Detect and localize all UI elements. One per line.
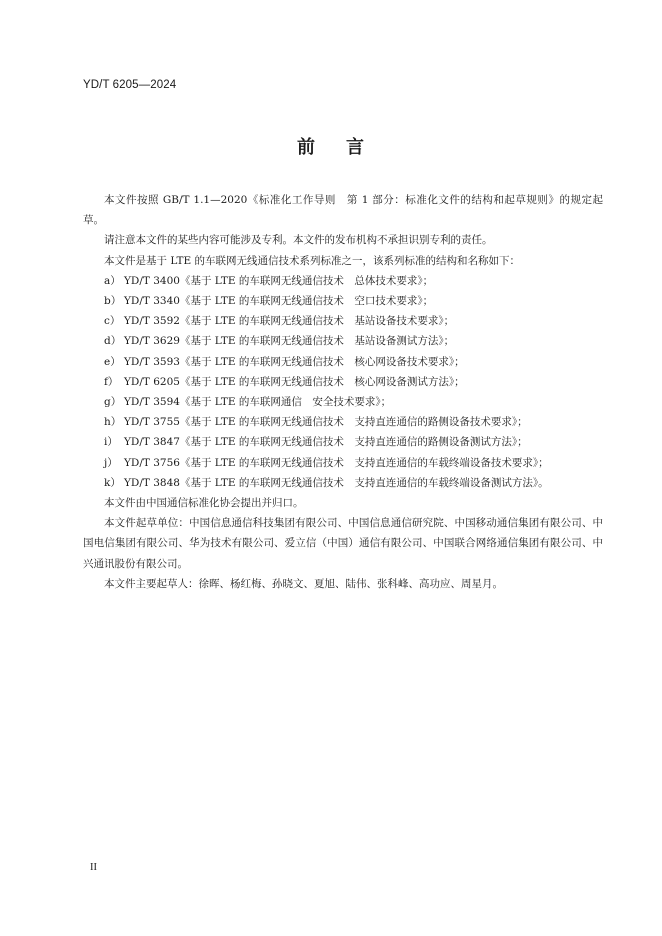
list-item [83,271,603,291]
list-item [83,331,603,351]
list-item-index: f） [104,375,119,388]
document-code: YD/T 6205—2024 [83,79,177,91]
list-item [83,291,603,311]
list-item-index: c） [104,315,121,328]
paragraph-drafting-rules: 本文件按照 GB/T 1.1—2020《标准化工作导则 第 1 部分：标准化文件的结构和起草规则》的规定起草。 [83,194,603,227]
list-item-text: YD/T 6205《基于 LTE 的车联网无线通信技术 核心网设备测试方法》； [124,375,465,388]
list-item-index: b） [104,295,122,308]
list-item-text: YD/T 3755《基于 LTE 的车联网无线通信技术 支持直连通信的路侧设备技术要求》； [124,416,528,429]
paragraph-drafters: 本文件主要起草人：徐晖、杨红梅、孙晓文、夏旭、陆伟、张科峰、高功应、周星月。 [104,577,503,590]
list-item-text: YD/T 3340《基于 LTE 的车联网无线通信技术 空口技术要求》； [124,295,434,308]
list-item-index: g） [104,396,122,409]
paragraph-patent-notice: 请注意本文件的某些内容可能涉及专利。本文件的发布机构不承担识别专利的责任。 [104,234,493,247]
page-number: II [90,862,97,873]
list-item-text: YD/T 3756《基于 LTE 的车联网无线通信技术 支持直连通信的车载终端设备技术要求》； [124,456,549,469]
list-item-index: e） [104,355,121,368]
list-item [83,352,603,372]
paragraph-drafting-units: 本文件起草单位：中国信息通信科技集团有限公司、中国信息通信研究院、中国移动通信集团有限公司、中国电信集团有限公司、华为技术有限公司、爱立信（中国）通信有限公司、中国联合网络通信集团有限公司、中兴通讯股份有限公司。 [83,517,603,570]
page-title [0,133,662,159]
list-item-index: k） [104,476,121,489]
list-item-text: YD/T 3847《基于 LTE 的车联网无线通信技术 支持直连通信的路侧设备测试方法》； [124,436,528,449]
list-item-index: a） [104,274,121,287]
list-item-text: YD/T 3592《基于 LTE 的车联网无线通信技术 基站设备技术要求》； [124,315,455,328]
list-item-text: YD/T 3629《基于 LTE 的车联网无线通信技术 基站设备测试方法》； [124,335,455,348]
list-item [83,412,603,432]
list-item-text: YD/T 3400《基于 LTE 的车联网无线通信技术 总体技术要求》； [124,274,434,287]
list-item-index: h） [104,416,122,429]
series-standards-list [83,271,603,493]
paragraph-proposer: 本文件由中国通信标准化协会提出并归口。 [104,497,304,510]
list-item-index: i） [104,436,118,449]
list-item [83,372,603,392]
list-item-index: j） [104,456,118,469]
foreword-body [83,190,603,594]
list-item [83,432,603,452]
paragraph-series-intro: 本文件是基于 LTE 的车联网无线通信技术系列标准之一，该系列标准的结构和名称如下： [104,254,520,267]
list-item [83,392,603,412]
list-item-text: YD/T 3593《基于 LTE 的车联网无线通信技术 核心网设备技术要求》； [124,355,465,368]
list-item-index: d） [104,335,122,348]
list-item [83,473,603,493]
list-item [83,453,603,473]
title-char-2: 言 [346,137,365,158]
title-char-1: 前 [297,137,316,158]
list-item-text: YD/T 3594《基于 LTE 的车联网通信 安全技术要求》； [124,396,392,409]
list-item-text: YD/T 3848《基于 LTE 的车联网无线通信技术 支持直连通信的车载终端设备测试方法》。 [124,476,549,489]
list-item [83,311,603,331]
